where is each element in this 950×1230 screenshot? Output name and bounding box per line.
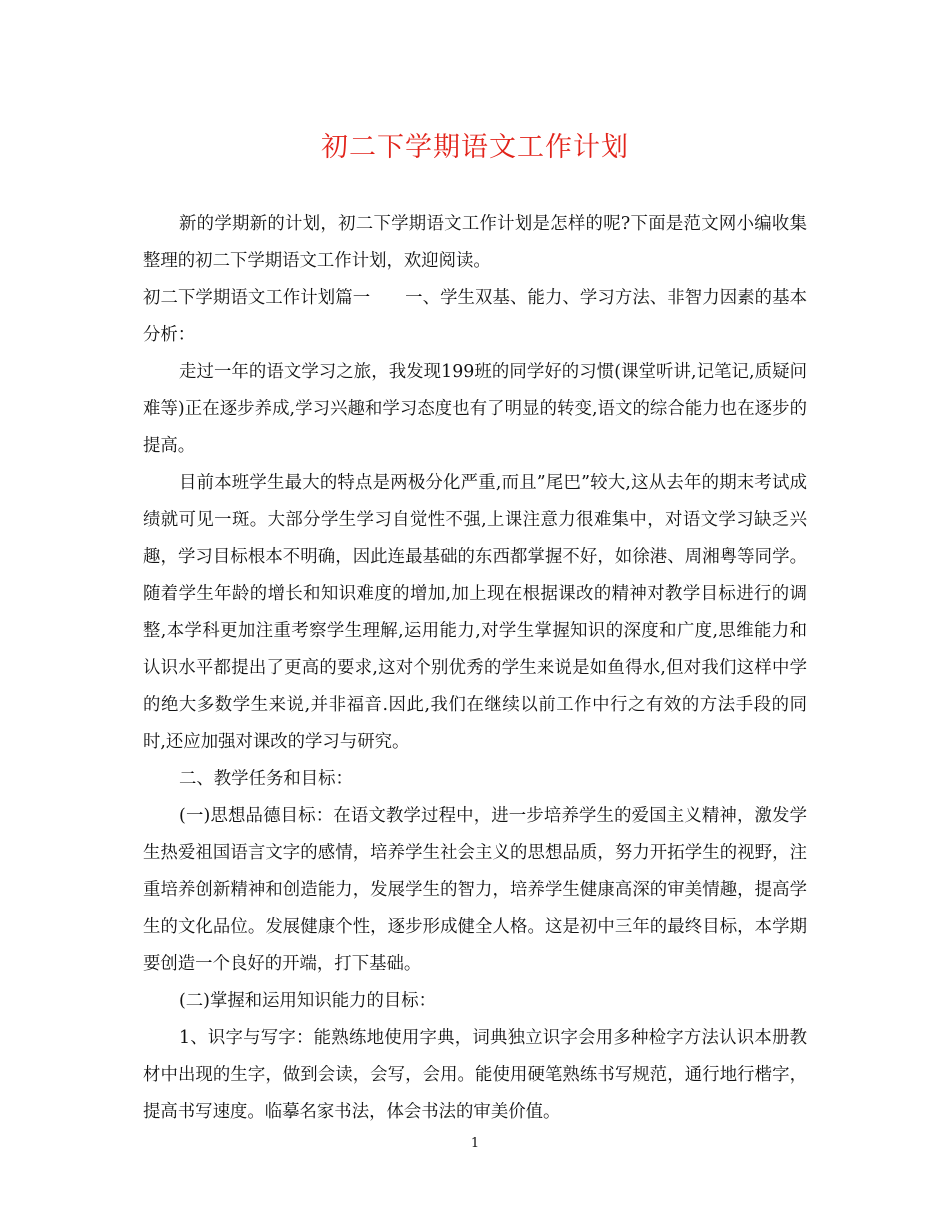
paragraph-heading-knowledge: (二)掌握和运用知识能力的目标： (179, 991, 437, 1011)
page-number: 1 (470, 1136, 480, 1151)
document-title: 初二下学期语文工作计划 (321, 132, 629, 163)
paragraph-intro: 新的学期新的计划，初二下学期语文工作计划是怎样的呢?下面是范文网小编收集整理的初二下学期语文工作计划，欢迎阅读。 (143, 214, 807, 271)
paragraph-heading-tasks: 二、教学任务和目标： (179, 769, 353, 789)
paragraph-review: 走过一年的语文学习之旅，我发现199班的同学好的习惯(课堂听讲,记笔记,质疑问难等)正在逐步养成,学习兴趣和学习态度也有了明显的转变,语文的综合能力也在逐步的提高。 (143, 362, 807, 456)
paragraph-class-analysis: 目前本班学生最大的特点是两极分化严重,而且”尾巴”较大,这从去年的期末考试成绩就可见一斑。大部分学生学习自觉性不强,上课注意力很难集中，对语文学习缺乏兴趣，学习目标根本不明确，因此连最基础的东西都掌握不好，如徐港、周湘粤等同学。随着学生年龄的增长和知识难度的增加,加上现在根据课改的精神对教学目标进行的调整,本学科更加注重考察学生理解,运用能力,对学生掌握知识的深度和广度,思维能力和认识水平都提出了更高的要求,这对个别优秀的学生来说是如鱼得水,但对我们这样中学的绝大多数学生来说,并非福音.因此,我们在继续以前工作中行之有效的方法手段的同时,还应加强对课改的学习与研究。 (143, 473, 807, 752)
paragraph-literacy: 1、识字与写字：能熟练地使用字典，词典独立识字会用多种检字方法认识本册教材中出现的生字，做到会读，会写，会用。能使用硬笔熟练书写规范，通行地行楷字，提高书写速度。临摹名家书法，体会书法的审美价值。 (143, 1028, 807, 1122)
paragraph-section-heading: 初二下学期语文工作计划篇一 一、学生双基、能力、学习方法、非智力因素的基本分析： (143, 288, 807, 345)
paragraph-moral-goals: (一)思想品德目标：在语文教学过程中，进一步培养学生的爱国主义精神，激发学生热爱祖国语言文字的感情，培养学生社会主义的思想品质，努力开拓学生的视野，注重培养创新精神和创造能力，发展学生的智力，培养学生健康高深的审美情趣，提高学生的文化品位。发展健康个性，逐步形成健全人格。这是初中三年的最终目标，本学期要创造一个良好的开端，打下基础。 (143, 806, 807, 974)
document-body (143, 206, 807, 1131)
